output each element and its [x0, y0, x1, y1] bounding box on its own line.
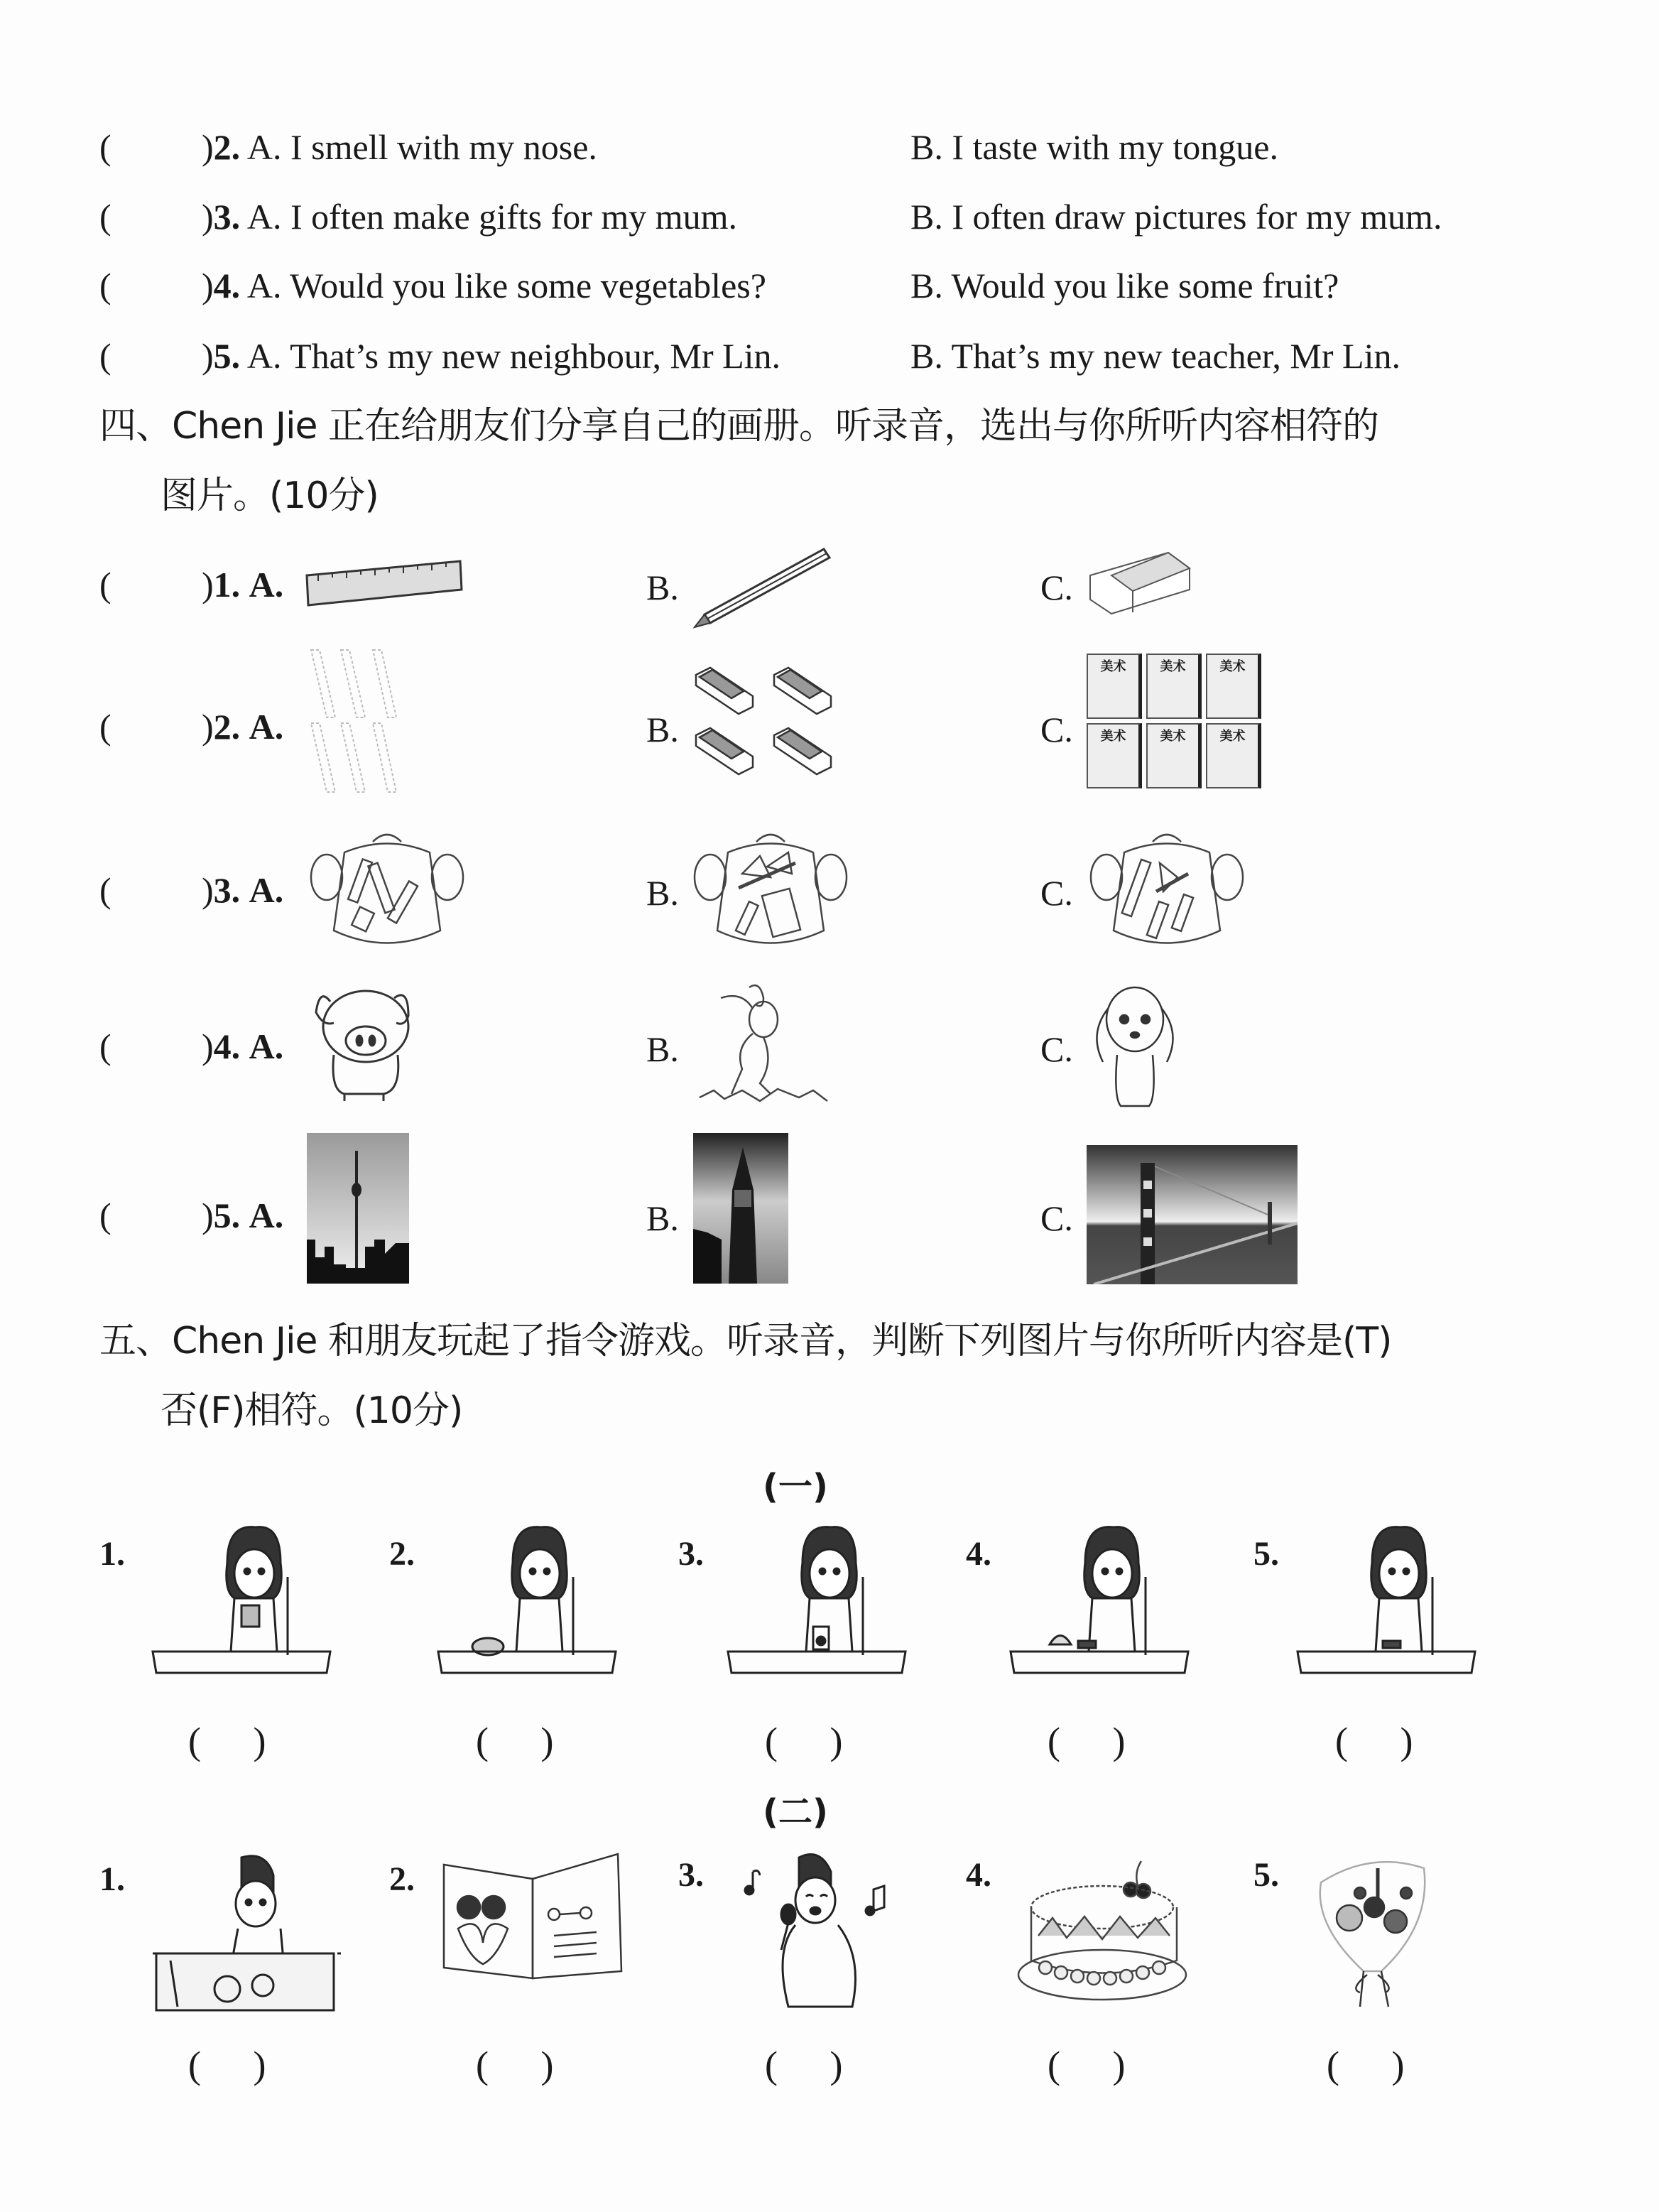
answer-box[interactable]: ( ): [1048, 1720, 1126, 1762]
option-c-label: C.: [1040, 873, 1073, 913]
answer-paren-open[interactable]: (: [99, 127, 111, 167]
item-number: 5.: [1253, 1856, 1279, 1894]
question-number: 1.: [213, 565, 241, 604]
schoolbag-pencils-icon[interactable]: [305, 824, 469, 952]
option-a-label: A.: [249, 565, 284, 604]
answer-paren-open[interactable]: (: [99, 707, 111, 747]
answer-paren-close: ): [202, 565, 214, 604]
part3-row-content: [202, 268, 766, 303]
answer-paren-open[interactable]: (: [99, 197, 111, 237]
question-number: 3.: [213, 197, 241, 237]
part3-row: [99, 268, 111, 303]
answer-paren-open[interactable]: (: [99, 266, 111, 305]
item-number: 2.: [389, 1860, 415, 1898]
flowers-bouquet-picture[interactable]: [1307, 1854, 1442, 2017]
option-c-label: C.: [1040, 1198, 1073, 1238]
rabbit-icon[interactable]: [692, 977, 834, 1112]
question-number: 5.: [213, 336, 241, 376]
option-c-label: C.: [1040, 1029, 1073, 1069]
option-a: A. I smell with my nose.: [246, 127, 597, 167]
item-number: 1.: [99, 1860, 125, 1898]
option-a: A. That’s my new neighbour, Mr Lin.: [246, 336, 781, 376]
group1-title: (一): [763, 1467, 828, 1507]
answer-box[interactable]: ( ): [1327, 2044, 1405, 2086]
eraser-icon[interactable]: [1083, 547, 1197, 618]
option-a-label: A.: [249, 870, 284, 910]
art-book: 美术: [1206, 723, 1261, 788]
answer-paren-close: ): [202, 197, 214, 237]
section4-title: 四、Chen Jie 正在给朋友们分享自己的画册。听录音，选出与你所听内容相符的: [99, 405, 1379, 448]
girl-bread-picture[interactable]: [435, 1520, 626, 1684]
answer-paren-open[interactable]: (: [99, 870, 111, 910]
option-b: B. I taste with my tongue.: [910, 127, 1278, 167]
six-art-books-icon[interactable]: [1087, 654, 1264, 792]
item-number: 1.: [99, 1535, 125, 1573]
greeting-card-picture[interactable]: [440, 1850, 625, 1985]
answer-paren-close: ): [202, 1196, 214, 1235]
art-book: 美术: [1146, 723, 1202, 788]
schoolbag-ruler-icon[interactable]: [1085, 824, 1249, 952]
girl-drinking-picture[interactable]: [149, 1520, 341, 1684]
question-number: 2.: [213, 707, 241, 747]
answer-box[interactable]: ( ): [476, 1720, 554, 1762]
answer-box[interactable]: ( ): [765, 1720, 843, 1762]
question-number: 4.: [213, 266, 241, 305]
dog-icon[interactable]: [1085, 977, 1185, 1112]
question-number: 5.: [213, 1196, 241, 1235]
answer-box[interactable]: ( ): [188, 1720, 266, 1762]
option-b-label: B.: [646, 568, 679, 607]
ruler-icon[interactable]: [304, 554, 467, 611]
pencil-icon[interactable]: [689, 543, 831, 629]
schoolbag-books-icon[interactable]: [689, 824, 852, 952]
option-b-label: B.: [646, 873, 679, 913]
girl-eating-picture[interactable]: [1294, 1520, 1486, 1684]
answer-paren-open[interactable]: (: [99, 1026, 111, 1066]
answer-paren-close: ): [202, 870, 214, 910]
art-book: 美术: [1206, 654, 1261, 719]
option-b-label: B.: [646, 1029, 679, 1069]
option-c-label: C.: [1040, 710, 1073, 749]
question-number: 4.: [213, 1026, 241, 1066]
item-number: 4.: [966, 1856, 991, 1894]
option-a-label: A.: [249, 707, 284, 747]
girl-rice-picture[interactable]: [1007, 1520, 1199, 1684]
option-b: B. That’s my new teacher, Mr Lin.: [910, 336, 1400, 376]
answer-paren-close: ): [202, 266, 214, 305]
answer-paren-open[interactable]: (: [99, 565, 111, 604]
question-number: 2.: [213, 127, 241, 167]
art-book: 美术: [1146, 654, 1202, 719]
option-a-label: A.: [249, 1026, 284, 1066]
section4-title-cont: 图片。(10分): [161, 475, 379, 517]
item-number: 4.: [966, 1535, 991, 1573]
option-b-label: B.: [646, 1198, 679, 1238]
answer-box[interactable]: ( ): [188, 2044, 266, 2086]
group2-title: (二): [763, 1792, 828, 1832]
part3-row-content: [202, 197, 738, 237]
cn-tower-photo[interactable]: [307, 1133, 409, 1284]
part3-row: [99, 197, 111, 237]
option-b: B. Would you like some fruit?: [910, 266, 1339, 305]
section5-title: 五、Chen Jie 和朋友玩起了指令游戏。听录音，判断下列图片与你所听内容是(T): [99, 1320, 1392, 1362]
answer-paren-close: ): [202, 336, 214, 376]
item-number: 3.: [678, 1856, 704, 1894]
girl-juice-picture[interactable]: [724, 1520, 916, 1684]
option-b: B. I often draw pictures for my mum.: [910, 197, 1442, 237]
part3-row: [99, 129, 111, 165]
answer-paren-close: ): [202, 1026, 214, 1066]
answer-paren-close: ): [202, 707, 214, 747]
part3-row: [99, 338, 111, 374]
big-ben-photo[interactable]: [693, 1133, 788, 1284]
item-number: 3.: [678, 1535, 704, 1573]
option-a: A. Would you like some vegetables?: [246, 266, 766, 305]
section5-title-cont: 否(F)相符。(10分): [161, 1389, 463, 1432]
answer-paren-open[interactable]: (: [99, 336, 111, 376]
question-number: 3.: [213, 870, 241, 910]
pig-icon[interactable]: [305, 984, 433, 1105]
answer-box[interactable]: ( ): [1048, 2044, 1126, 2086]
boy-singing-picture[interactable]: [731, 1843, 902, 2014]
art-book: 美术: [1087, 654, 1142, 719]
answer-box[interactable]: ( ): [765, 2044, 843, 2086]
cake-picture[interactable]: [1017, 1854, 1195, 2003]
option-a: A. I often make gifts for my mum.: [246, 197, 738, 237]
item-number: 5.: [1253, 1535, 1279, 1573]
answer-box[interactable]: ( ): [1335, 1720, 1413, 1762]
art-book: 美术: [1087, 723, 1142, 788]
boy-drawing-picture[interactable]: [149, 1847, 341, 2017]
answer-paren-close: ): [202, 127, 214, 167]
rulers-icon[interactable]: [305, 646, 426, 796]
item-number: 2.: [389, 1535, 415, 1573]
part3-row-content: [202, 129, 597, 165]
option-a-label: A.: [249, 1196, 284, 1235]
option-c-label: C.: [1040, 568, 1073, 607]
answer-paren-open[interactable]: (: [99, 1196, 111, 1235]
option-b-label: B.: [646, 710, 679, 749]
four-erasers-icon[interactable]: [692, 664, 856, 785]
answer-box[interactable]: ( ): [476, 2044, 554, 2086]
golden-gate-bridge-photo[interactable]: [1087, 1145, 1298, 1284]
part3-row-content: [202, 338, 780, 374]
